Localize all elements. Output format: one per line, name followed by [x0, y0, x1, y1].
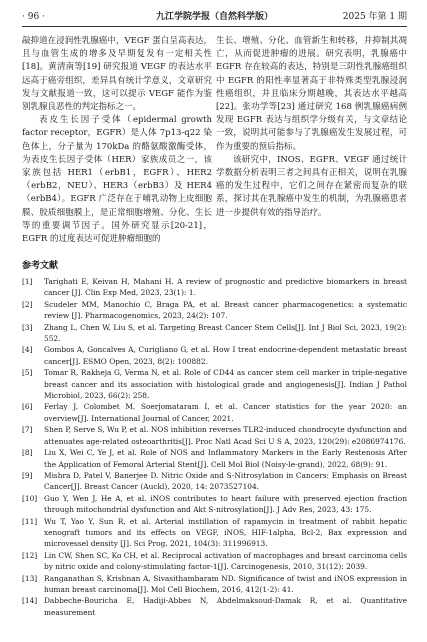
reference-item [22, 276, 407, 299]
right-paragraph-1: 生长、增殖、分化、血管新生和转移，并抑制其凋亡，从而促进肿瘤的进展。研究表明，乳腺癌中 EGFR 存在较高的表达，特别是三阴性乳腺癌组织中 EGFR 的阳性率显著高于非特殊类型乳腺浸润性癌组织，并且临床分期越晚，其表达水平越高[22]。张功学等[23] 通过研究 168 例乳腺癌病例发现 EGFR 表达与组织学分级有关，与文章结论一致，说明其可能参与了乳腺癌发生发展过程，可作为重要的预后指标。 [216, 36, 407, 152]
issue-label: 2025 年第 1 期 [342, 12, 407, 22]
reference-text: Lin CW, Shen SC, Ko CH, et al. Reciprocal activation of macrophages and breast carcinoma cells by nitric oxide and colony-stimulating factor-1[J]. Carcinogenesis, 2010, 31(12): 2039. [44, 550, 407, 572]
left-column [22, 35, 212, 246]
reference-list [22, 276, 407, 638]
reference-item [22, 401, 407, 424]
references-heading: 参考文献 [22, 261, 59, 271]
reference-text: Dabbeche-Bouricha E, Hadiji-Abbes N, Abdelmaksoud-Damak R, et al. Quantitative measurement [44, 596, 407, 617]
reference-text: Scudeler MM, Manochio C, Braga PA, et al. Breast cancer pharmacogenetics: a systematic review [J]. Pharmacogenomics, 2023, 24(2): 107. [44, 299, 407, 321]
reference-item [22, 424, 407, 447]
reference-number: [11] [22, 516, 38, 526]
reference-text: Shen P, Serve S, Wu P, et al. NOS inhibition reverses TLR2-induced chondrocyte dysfunction and attenuates age-related osteoarthritis[J]. Proc Natl Acad Sci U S A, 2023, 120(29): e2086974176. [44, 425, 407, 446]
journal-title: 九江学院学报（自然科学版） [155, 12, 273, 22]
reference-number: [6] [22, 402, 33, 412]
reference-number: [2] [22, 299, 33, 309]
reference-text: Zhang L, Chen W, Liu S, et al. Targeting Breast Cancer Stem Cells[J]. Int J Biol Sci, 2023, 19(2): 552. [44, 322, 407, 344]
reference-number: [10] [22, 493, 38, 503]
reference-number: [3] [22, 322, 33, 332]
reference-number: [1] [22, 277, 33, 286]
reference-text: Tarighati E, Keivan H, Mahani H. A review of prognostic and predictive biomarkers in breast cancer [J]. Clin Exp Med, 2023, 23(1): 1. [44, 277, 407, 298]
reference-item [22, 367, 407, 401]
header-rule [22, 26, 407, 27]
reference-text: Liu X, Wei C, Ye J, et al. Role of NOS and Inflammatory Markers in the Early Restenosis After the Application of Femoral Arterial Stent[J]. Cell Mol Biol (Noisy-le-grand), 2022, 68(9): 91. [44, 448, 407, 469]
page-number: · 96 · [22, 12, 45, 22]
reference-number: [14] [22, 596, 38, 606]
left-paragraph-2: 表皮生长因子受体（epidermal growth factor receptor，EGFR）是人体 7p13-q22 染色体上，分子量为 170kDa 的酪氨酸激酶受体，为表皮生长因子受体（HER）家族成员之一，该家族包括 HER1（erbB1，EGFR）、HER2（erbB2，NEU）、HER3（erbB3）及 HER4（erbB4）。EGFR 广泛存在于哺乳动物上皮细胞膜、胶质细胞膜上，是正常细胞增殖、分化、生长等的重要调节因子。国外研究显示[20-21]，EGFR 的过度表达可促进肿瘤细胞的 [22, 115, 212, 245]
right-column [216, 35, 407, 220]
reference-number: [12] [22, 550, 38, 560]
reference-text: Wu T, Yao Y, Sun R, et al. Arterial instillation of rapamycin in treatment of rabbit hepatic xenograft tumors and its effects on VEGF, iNOS, HIF-1alpha, Bcl-2, Bax expression and microvessel density [J]. Sci Prog, 2021, 104(3): 311996913. [44, 516, 407, 549]
reference-item [22, 470, 407, 493]
reference-text: Gombos A, Goncalves A, Curigliano G, et al. How I treat endocrine-dependent metastatic breast cancer[J]. ESMO Open, 2023, 8(2): 100882. [44, 345, 407, 366]
reference-item [22, 516, 407, 550]
reference-item [22, 493, 407, 516]
left-paragraph-1: 敲抑道在浸润性乳腺癌中，VEGF 蛋白呈高表达，且与血管生成的增多及早期复发有一定相关性[18]。黄清南等[19] 研究报道 VEGF 的表达水平远高于癌旁组织，差异具有统计学意义，文章研究发与文献报道一致，这可以提示 VEGF 能作为鉴别乳腺良恶性的判定指标之一。 [22, 36, 212, 113]
reference-item [22, 447, 407, 470]
reference-number: [4] [22, 345, 33, 355]
reference-number: [8] [22, 448, 33, 458]
reference-number: [5] [22, 368, 33, 378]
reference-text: Guo Y, Wen J, He A, et al. iNOS contributes to heart failure with preserved ejection fraction through mitochondrial dysfunction and Akt S-nitrosylation[J]. J Adv Res, 2023, 43: 175. [44, 493, 407, 515]
reference-text: Ferlay J, Colombet M, Soerjomataram I, et al. Cancer statistics for the year 2020: an overview[J]. International Journal of Cancer, 2021. [44, 402, 407, 423]
reference-number: [9] [22, 470, 33, 480]
reference-item [22, 573, 407, 596]
reference-text: Mishra D, Patel V, Banerjee D. Nitric Oxide and S-Nitrosylation in Cancers: Emphasis on Breast Cancer[J]. Breast Cancer (Auckl), 2020, 14: 2073527104. [44, 470, 407, 492]
reference-item [22, 344, 407, 367]
reference-text: Ranganathan S, Krishnan A, Sivasithambaram ND. Significance of twist and iNOS expression in human breast carcinoma[J]. Mol Cell Biochem, 2016, 412(1-2): 41. [44, 573, 407, 594]
reference-item [22, 595, 407, 618]
reference-number: [13] [22, 573, 38, 583]
reference-text: Tomar R, Rakheja G, Verma N, et al. Role of CD44 as cancer stem cell marker in triple-negative breast cancer and its association with histological grade and angiogenesis[J]. Indian J Pathol Microbiol, 2023, 66(2): 258. [44, 368, 407, 401]
reference-item [22, 299, 407, 322]
running-header [22, 9, 407, 25]
reference-item [22, 550, 407, 573]
right-paragraph-2: 该研究中，INOS、EGFR、VEGF 通过统计学数据分析表明三者之间具有正相关，说明在乳腺癌的发生过程中，它们之间存在紧密而复杂的联系，探讨其在乳腺癌中发生的机制，为乳腺癌患者进一步提供有效的指导治疗。 [216, 154, 407, 218]
reference-item [22, 322, 407, 345]
reference-number: [7] [22, 425, 33, 435]
